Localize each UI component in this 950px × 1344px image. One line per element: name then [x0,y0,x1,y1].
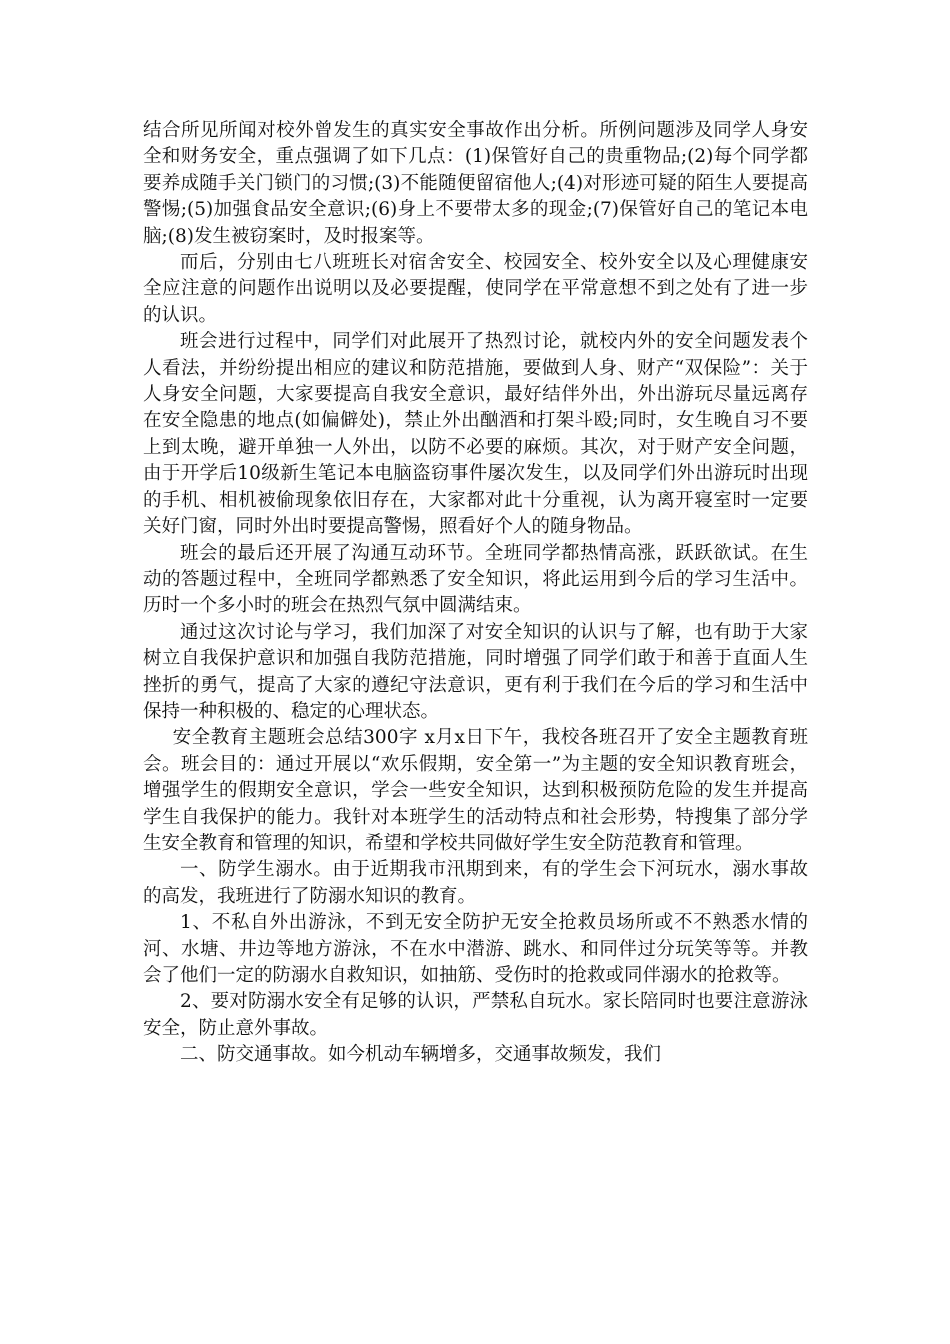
paragraph-discussion: 班会进行过程中，同学们对此展开了热烈讨论，就校内外的安全问题发表个人看法，并纷纷提出相应的建议和防范措施，要做到人身、财产“双保险”：关于人身安全问题，大家要提高自我安全意识，最好结伴外出，外出游玩尽量远离存在安全隐患的地点(如偏僻处)，禁止外出酗酒和打架斗殴;同时，女生晚自习不要上到太晚，避开单独一人外出，以防不必要的麻烦。其次，对于财产安全问题，由于开学后10级新生笔记本电脑盗窃事件屡次发生，以及同学们外出游玩时出现的手机、相机被偷现象依旧存在，大家都对此十分重视，认为离开寝室时一定要关好门窗，同时外出时要提高警惕，照看好个人的随身物品。 [143,331,808,538]
paragraph-drowning-item-2: 2、要对防溺水安全有足够的认识，严禁私自玩水。家长陪同时也要注意游泳安全，防止意外事故。 [143,991,808,1039]
paragraph-monitor-reminders: 而后，分别由七八班班长对宿舍安全、校园安全、校外安全以及心理健康安全应注意的问题作出说明以及必要提醒，使同学在平常意想不到之处有了进一步的认识。 [143,252,808,326]
document-body [143,118,808,1069]
paragraph-interactive-session: 班会的最后还开展了沟通互动环节。全班同学都热情高涨，跃跃欲试。在生动的答题过程中，全班同学都熟悉了安全知识，将此运用到今后的学习生活中。历时一个多小时的班会在热烈气氛中圆满结束。 [143,542,808,617]
paragraph-drowning-heading: 一、防学生溺水。由于近期我市汛期到来，有的学生会下河玩水，溺水事故的高发，我班进行了防溺水知识的教育。 [143,859,808,907]
paragraph-drowning-item-1: 1、不私自外出游泳，不到无安全防护无安全抢救员场所或不不熟悉水情的河、水塘、井边等地方游泳，不在水中潜游、跳水、和同伴过分玩笑等等。并教会了他们一定的防溺水自救知识，如抽筋、受伤时的抢救或同伴溺水的抢救等。 [143,912,808,986]
paragraph-traffic-heading: 二、防交通事故。如今机动车辆增多，交通事故频发，我们 [180,1044,662,1066]
paragraph-conclusion: 通过这次讨论与学习，我们加深了对安全知识的认识与了解，也有助于大家树立自我保护意识和加强自我防范措施，同时增强了同学们敢于和善于直面人生挫折的勇气，提高了大家的遵纪守法意识，更有利于我们在今后的学习和生活中保持一种积极的、稳定的心理状态。 [143,621,808,722]
paragraph-summary-intro: 安全教育主题班会总结300字 x月x日下午，我校各班召开了安全主题教育班会。班会目的：通过开展以“欢乐假期，安全第一”为主题的安全知识教育班会，增强学生的假期安全意识，学会一些安全知识，达到积极预防危险的发生并提高学生自我保护的能力。我针对本班学生的活动特点和社会形势，特搜集了部分学生安全教育和管理的知识，希望和学校共同做好学生安全防范教育和管理。 [143,727,808,854]
paragraph-accident-analysis: 结合所见所闻对校外曾发生的真实安全事故作出分析。所例问题涉及同学人身安全和财务安全，重点强调了如下几点：(1)保管好自己的贵重物品;(2)每个同学都要养成随手关门锁门的习惯;(3)不能随便留宿他人;(4)对形迹可疑的陌生人要提高警惕;(5)加强食品安全意识;(6)身上不要带太多的现金;(7)保管好自己的笔记本电脑;(8)发生被窃案时，及时报案等。 [143,120,808,247]
